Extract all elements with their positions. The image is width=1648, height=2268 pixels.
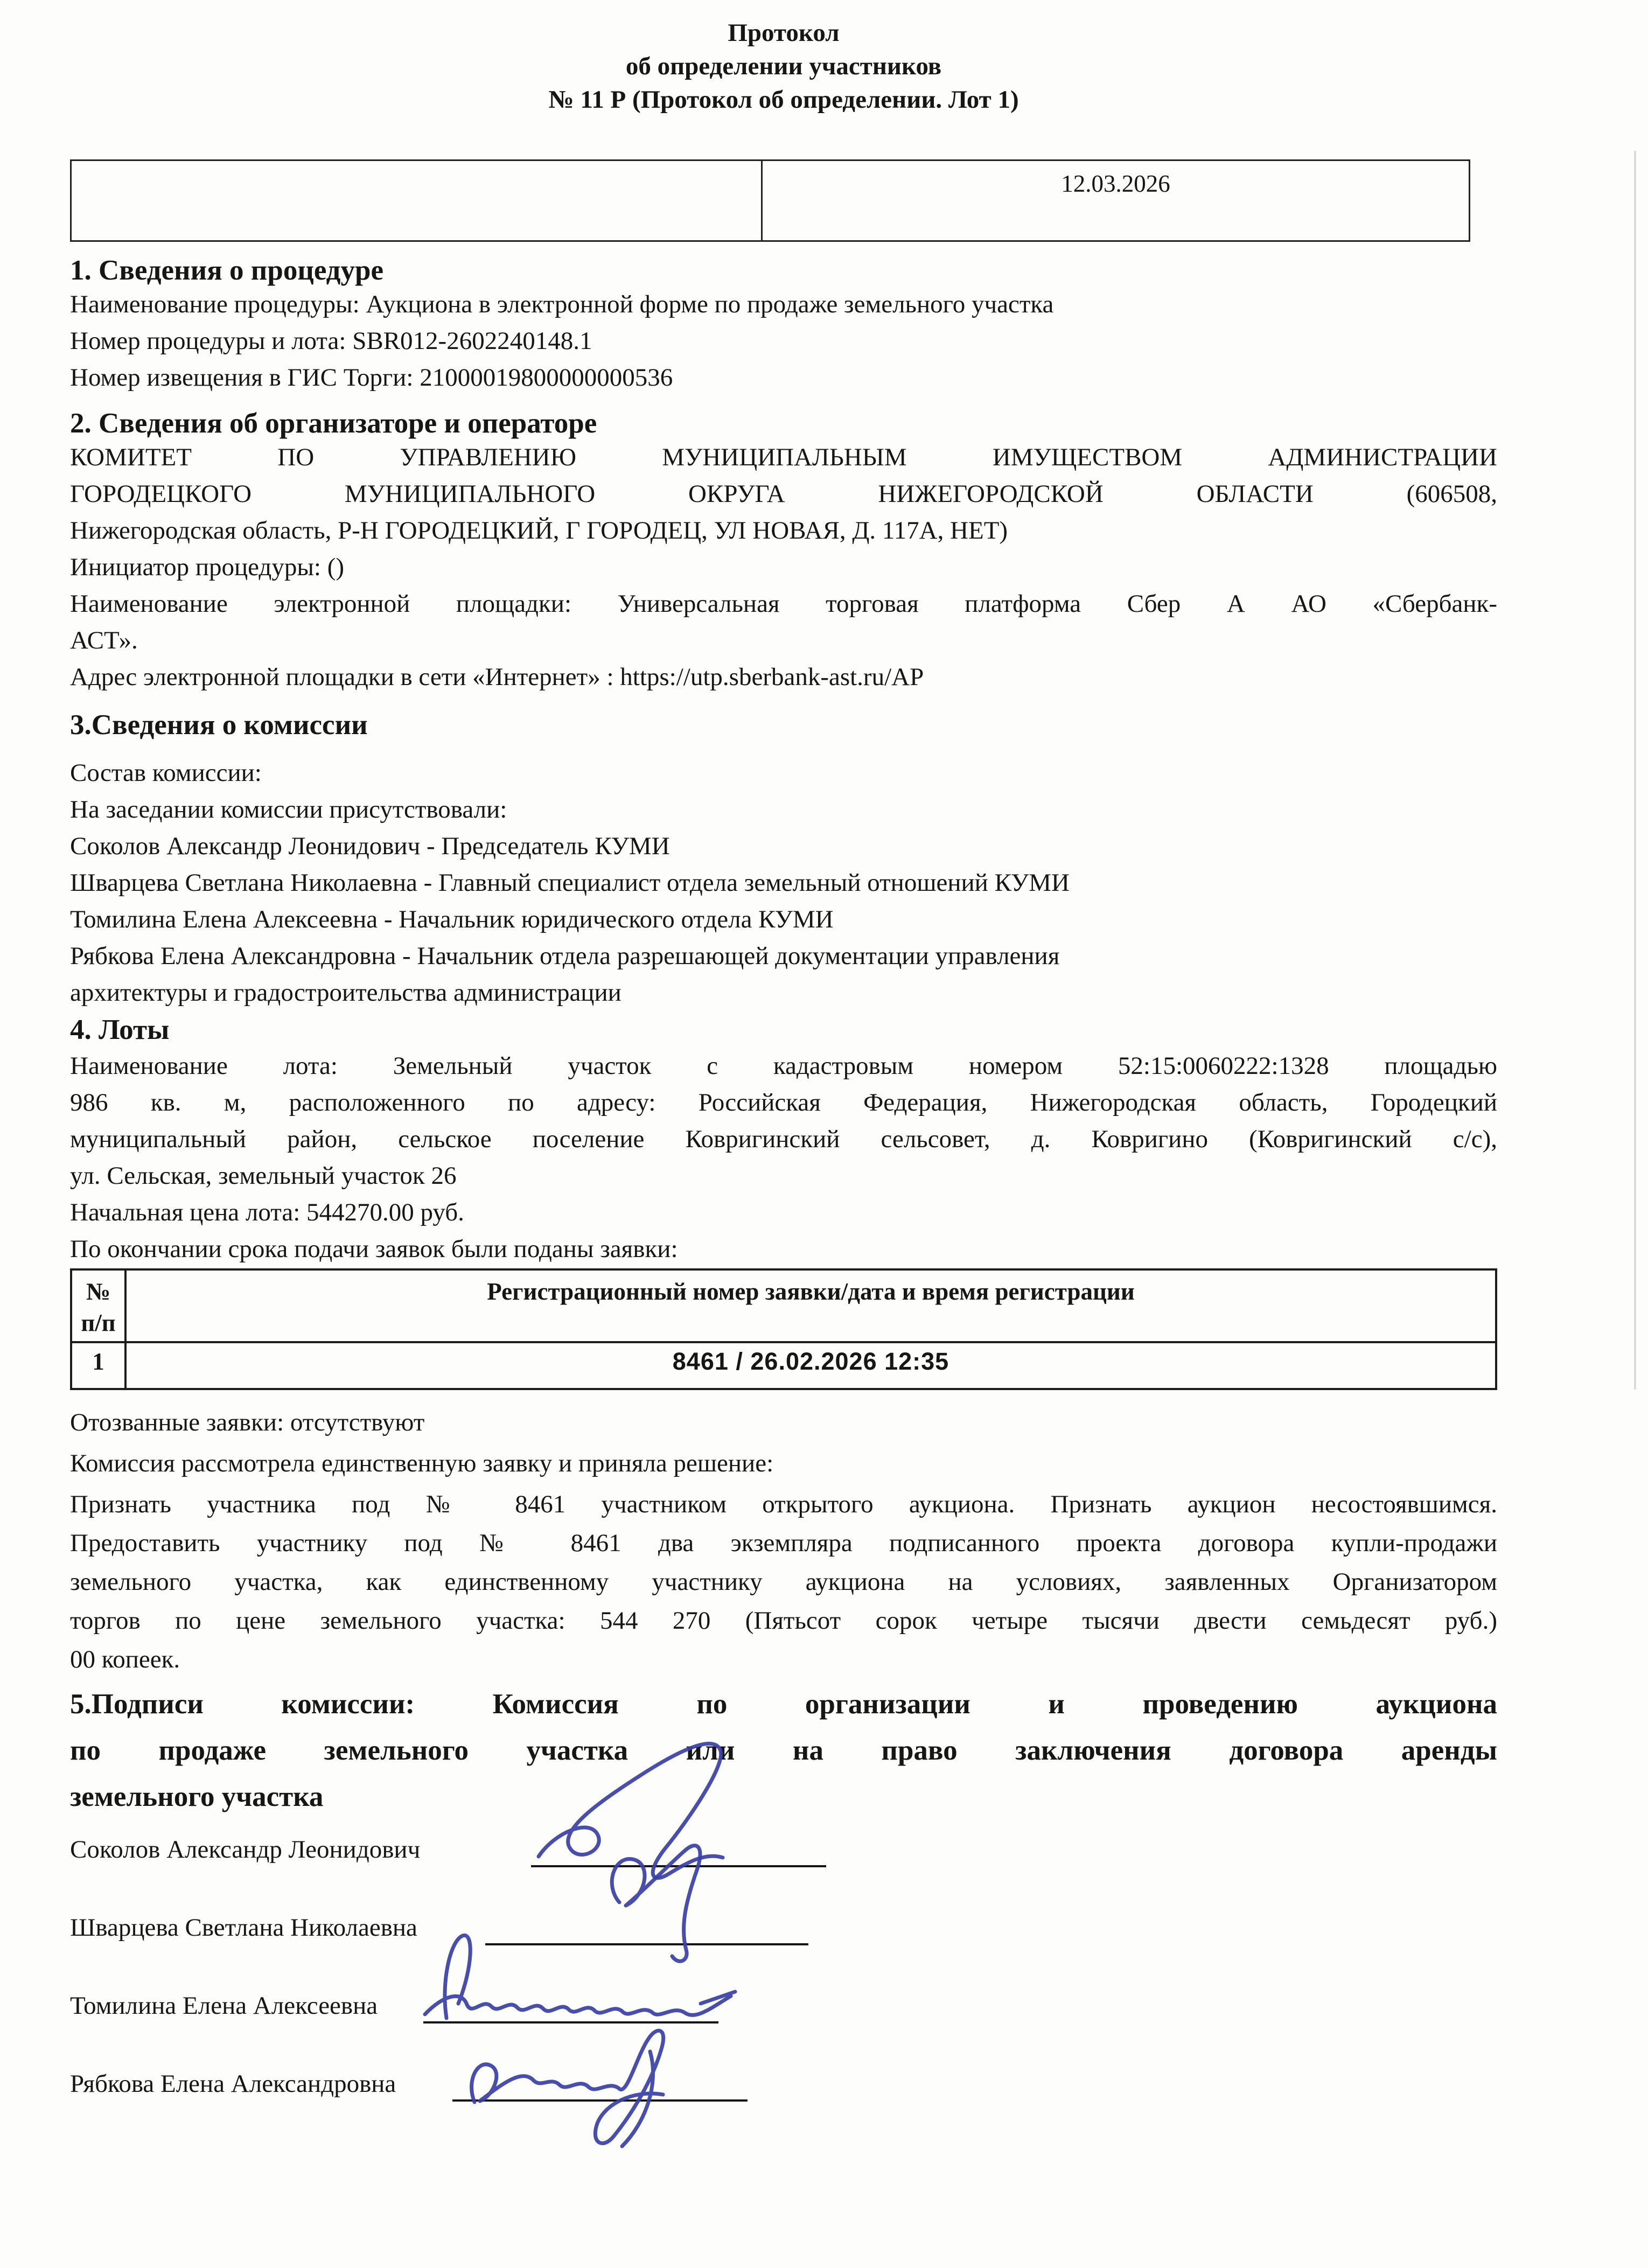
section-2-heading: 2. Сведения об организаторе и операторе: [70, 408, 597, 439]
header-table-row: [71, 160, 1470, 241]
applications-table-reg-header: Регистрационный номер заявки/дата и время регистрации: [125, 1269, 1496, 1342]
signature-row-tomilina: [70, 1991, 1497, 2069]
lot-line-4: ул. Сельская, земельный участок 26: [70, 1162, 457, 1190]
signature-row-sokolov: [70, 1835, 1497, 1913]
section-5-heading-line-2: по продаже земельного участка или на право заключения договора аренды: [70, 1735, 1497, 1766]
organizer-paragraph: [70, 439, 1497, 549]
section-5-heading-line-3: земельного участка: [70, 1781, 324, 1812]
signature-line-tomilina: [423, 2021, 718, 2023]
decision-line-3: земельного участка, как единственному участнику аукциона на условиях, заявленных Организатором: [70, 1568, 1497, 1596]
decision-line-2: Предоставить участнику под № 8461 два экземпляра подписанного проекта договора купли-продажи: [70, 1529, 1497, 1557]
commission-member-4: Рябкова Елена Александровна - Начальник отдела разрешающей документации управления: [70, 942, 1060, 970]
initiator-line: Инициатор процедуры: (): [70, 553, 345, 581]
commission-line-2: На заседании комиссии присутствовали:: [70, 795, 507, 824]
commission-line-1: Состав комиссии:: [70, 759, 262, 787]
num-header-line-1: №: [86, 1278, 111, 1305]
applications-intro-line: По окончании срока подачи заявок были поданы заявки:: [70, 1235, 678, 1263]
decision-intro-line: Комиссия рассмотрела единственную заявку и приняла решение:: [70, 1449, 774, 1477]
commission-list: [70, 755, 1497, 1011]
signer-name-tomilina: Томилина Елена Алексеевна: [70, 1992, 378, 2020]
signature-line-sokolov: [531, 1865, 826, 1867]
organizer-line-1: КОМИТЕТ ПО УПРАВЛЕНИЮ МУНИЦИПАЛЬНЫМ ИМУЩЕСТВОМ АДМИНИСТРАЦИИ: [70, 443, 1497, 471]
commission-member-4-wrap: архитектуры и градостроительства администрации: [70, 979, 622, 1007]
applications-table-header-row: [71, 1269, 1496, 1342]
section-4-heading: 4. Лоты: [70, 1014, 170, 1045]
organizer-line-2: ГОРОДЕЦКОГО МУНИЦИПАЛЬНОГО ОКРУГА НИЖЕГОРОДСКОЙ ОБЛАСТИ (606508,: [70, 480, 1497, 508]
applications-table-num-header: [71, 1269, 125, 1342]
signature-line-ryabkova: [452, 2099, 748, 2102]
document-title: [70, 16, 1497, 116]
decision-line-1: Признать участника под № 8461 участником открытого аукциона. Признать аукцион несостоявшимся.: [70, 1490, 1497, 1518]
signature-line-shvartseva: [485, 1943, 808, 1945]
commission-member-3: Томилина Елена Алексеевна - Начальник юридического отдела КУМИ: [70, 905, 834, 933]
document-content: [70, 0, 1497, 2147]
title-line-2: об определении участников: [625, 52, 942, 80]
title-line-3: № 11 Р (Протокол об определении. Лот 1): [548, 86, 1019, 114]
signer-name-shvartseva: Шварцева Светлана Николаевна: [70, 1914, 417, 1942]
applications-table-row: [71, 1342, 1496, 1389]
procedure-name-line: Наименование процедуры: Аукциона в электронной форме по продаже земельного участка: [70, 290, 1054, 318]
start-price-line: Начальная цена лота: 544270.00 руб.: [70, 1198, 464, 1226]
signature-row-shvartseva: [70, 1913, 1497, 1991]
signer-name-ryabkova: Рябкова Елена Александровна: [70, 2070, 396, 2098]
lot-line-2: 986 кв. м, расположенного по адресу: Российская Федерация, Нижегородская область, Городецкий: [70, 1088, 1497, 1116]
organizer-line-3: Нижегородская область, Р-Н ГОРОДЕЦКИЙ, Г ГОРОДЕЦ, УЛ НОВАЯ, Д. 117А, НЕТ): [70, 517, 1008, 545]
notice-number-line: Номер извещения в ГИС Торги: 21000019800000000536: [70, 364, 673, 392]
withdrawn-line: Отозванные заявки: отсутствуют: [70, 1408, 425, 1436]
lot-paragraph: [70, 1048, 1497, 1194]
commission-member-1: Соколов Александр Леонидович - Председатель КУМИ: [70, 832, 670, 860]
platform-paragraph: [70, 585, 1497, 659]
section-3-heading: 3.Сведения о комиссии: [70, 709, 368, 741]
num-header-line-2: п/п: [81, 1309, 116, 1336]
platform-address-line: Адрес электронной площадки в сети «Интернет» : https://utp.sberbank-ast.ru/AP: [70, 663, 924, 691]
lot-line-3: муниципальный район, сельское поселение Ковригинский сельсовет, д. Ковригино (Ковригинский с/с),: [70, 1125, 1497, 1153]
signature-row-ryabkova: [70, 2069, 1497, 2147]
platform-line-2: АСТ».: [70, 626, 138, 654]
header-table-date-cell: 12.03.2026: [762, 160, 1469, 241]
header-table-empty-cell: [71, 160, 762, 241]
lot-line-1: Наименование лота: Земельный участок с кадастровым номером 52:15:0060222:1328 площадью: [70, 1052, 1497, 1080]
application-row-number: 1: [71, 1342, 125, 1389]
decision-line-5: 00 копеек.: [70, 1645, 180, 1673]
application-row-value: 8461 / 26.02.2026 12:35: [125, 1342, 1496, 1389]
section-5-heading-line-1: 5.Подписи комиссии: Комиссия по организации и проведению аукциона: [70, 1688, 1497, 1720]
scan-edge-artifact: [1634, 151, 1636, 1390]
section-1-heading: 1. Сведения о процедуре: [70, 255, 383, 286]
header-table: [70, 159, 1470, 242]
section-5-heading: [70, 1681, 1497, 1820]
signature-block: [70, 1835, 1497, 2147]
section-1-body: [70, 286, 1497, 396]
decision-line-4: торгов по цене земельного участка: 544 270 (Пятьсот сорок четыре тысячи двести семьдесят руб.): [70, 1607, 1497, 1635]
commission-member-2: Шварцева Светлана Николаевна - Главный специалист отдела земельный отношений КУМИ: [70, 869, 1070, 897]
procedure-number-line: Номер процедуры и лота: SBR012-2602240148.1: [70, 327, 592, 355]
platform-line-1: Наименование электронной площадки: Универсальная торговая платформа Сбер А АО «Сбербанк-: [70, 590, 1497, 618]
title-line-1: Протокол: [728, 19, 840, 47]
decision-paragraph: [70, 1485, 1497, 1679]
applications-table: [70, 1268, 1497, 1390]
signer-name-sokolov: Соколов Александр Леонидович: [70, 1836, 421, 1864]
